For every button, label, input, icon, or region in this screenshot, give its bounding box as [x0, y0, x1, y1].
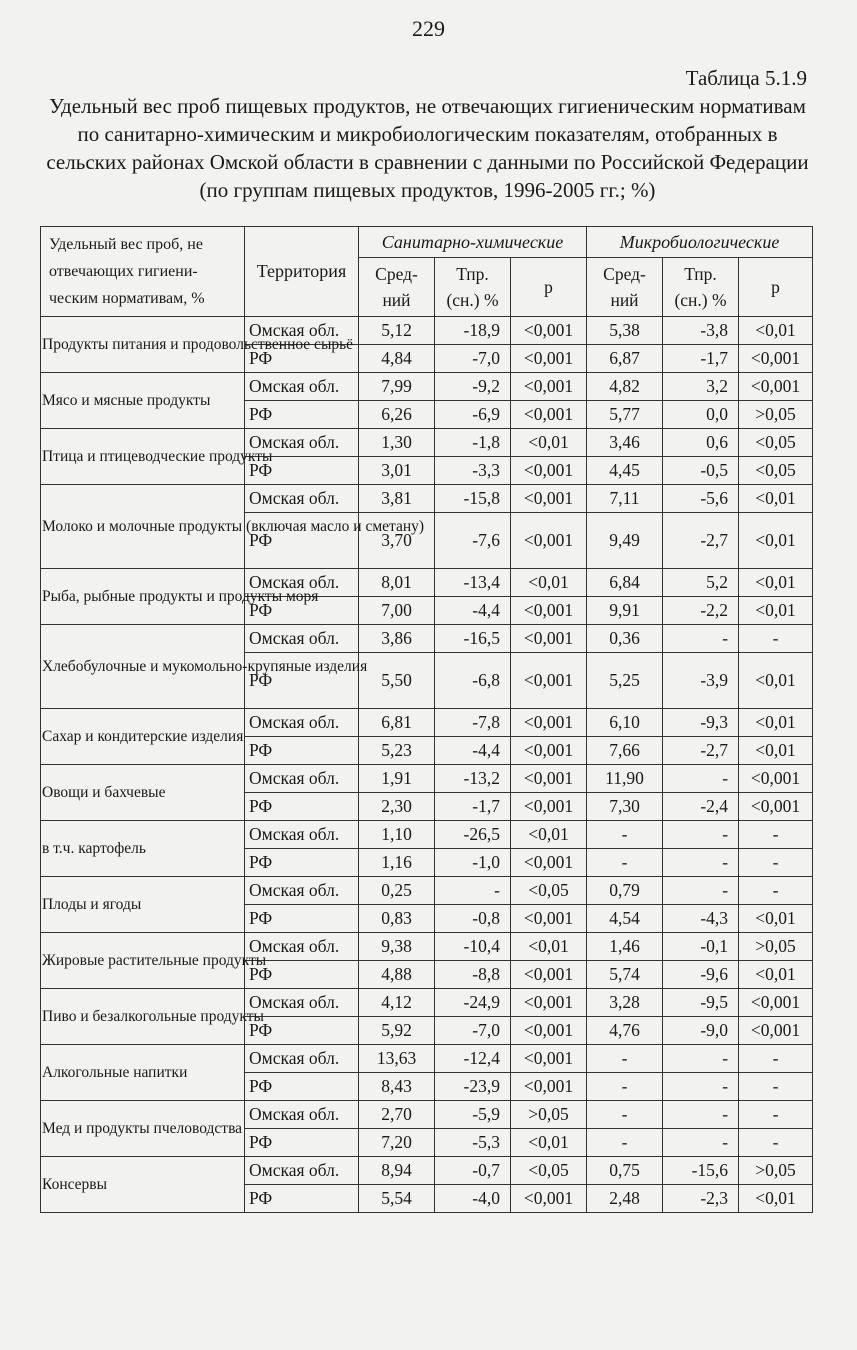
table-row: [41, 625, 813, 653]
value-cell-m-avg: 6,10: [587, 709, 663, 737]
value-cell-m-avg: -: [587, 1045, 663, 1073]
value-cell-m-tpr: -9,0: [663, 1017, 739, 1045]
territory-cell: Омская обл.: [245, 989, 359, 1017]
value-cell-m-tpr: -0,5: [663, 457, 739, 485]
table-row: [41, 765, 813, 793]
value-cell-m-p: <0,05: [739, 457, 813, 485]
value-cell-c-avg: 3,70: [359, 513, 435, 569]
product-group-cell: Сахар и кондитерские изделия: [41, 709, 245, 765]
value-cell-c-avg: 4,84: [359, 345, 435, 373]
value-cell-c-tpr: -16,5: [435, 625, 511, 653]
value-cell-c-p: <0,001: [511, 989, 587, 1017]
table-header: [41, 227, 813, 317]
value-cell-m-p: -: [739, 821, 813, 849]
value-cell-c-tpr: -23,9: [435, 1073, 511, 1101]
value-cell-c-p: <0,001: [511, 513, 587, 569]
territory-cell: Омская обл.: [245, 429, 359, 457]
value-cell-c-p: <0,001: [511, 793, 587, 821]
header-micro-p: р: [739, 258, 813, 317]
value-cell-c-p: <0,001: [511, 709, 587, 737]
product-group-cell: Консервы: [41, 1157, 245, 1213]
table-caption: Удельный вес проб пищевых продуктов, не отвечающих гигиеническим нормативам по санитарно-химическим и микробиологическим показателям, отобранных в сельских районах Омской области в сравнении с данными по Российской Федерации (по группам пищевых продуктов, 1996-2005 гг.; %): [46, 94, 809, 202]
value-cell-c-tpr: -7,0: [435, 1017, 511, 1045]
value-cell-c-avg: 1,16: [359, 849, 435, 877]
value-cell-m-p: <0,01: [739, 485, 813, 513]
value-cell-c-p: <0,001: [511, 317, 587, 345]
table-row: [41, 821, 813, 849]
product-group-cell: Пиво и безалкогольные продукты: [41, 989, 245, 1045]
table-row: [41, 877, 813, 905]
value-cell-c-avg: 8,01: [359, 569, 435, 597]
value-cell-m-p: -: [739, 877, 813, 905]
value-cell-c-p: <0,05: [511, 877, 587, 905]
value-cell-c-tpr: -15,8: [435, 485, 511, 513]
territory-cell: Омская обл.: [245, 821, 359, 849]
header-group-chemical: Санитарно-химические: [359, 227, 587, 258]
value-cell-c-avg: 7,00: [359, 597, 435, 625]
value-cell-m-avg: -: [587, 849, 663, 877]
value-cell-m-avg: 6,84: [587, 569, 663, 597]
value-cell-c-p: <0,01: [511, 821, 587, 849]
table-body: [41, 317, 813, 1213]
value-cell-c-p: <0,001: [511, 1185, 587, 1213]
header-chem-average: Сред-ний: [359, 258, 435, 317]
value-cell-c-avg: 5,92: [359, 1017, 435, 1045]
value-cell-m-tpr: -: [663, 821, 739, 849]
product-group-cell: Мед и продукты пчеловодства: [41, 1101, 245, 1157]
value-cell-c-tpr: -4,0: [435, 1185, 511, 1213]
value-cell-c-tpr: -5,3: [435, 1129, 511, 1157]
value-cell-c-tpr: -10,4: [435, 933, 511, 961]
value-cell-m-p: <0,01: [739, 569, 813, 597]
value-cell-c-avg: 0,25: [359, 877, 435, 905]
value-cell-m-avg: 9,91: [587, 597, 663, 625]
value-cell-m-tpr: -9,3: [663, 709, 739, 737]
value-cell-m-tpr: -0,1: [663, 933, 739, 961]
value-cell-c-tpr: -24,9: [435, 989, 511, 1017]
table-row: [41, 1101, 813, 1129]
value-cell-c-p: <0,001: [511, 597, 587, 625]
table-row: [41, 569, 813, 597]
table-row: [41, 373, 813, 401]
value-cell-m-avg: 5,38: [587, 317, 663, 345]
value-cell-m-avg: 4,54: [587, 905, 663, 933]
value-cell-c-avg: 5,12: [359, 317, 435, 345]
value-cell-c-avg: 8,94: [359, 1157, 435, 1185]
territory-cell: Омская обл.: [245, 317, 359, 345]
value-cell-c-p: <0,001: [511, 905, 587, 933]
value-cell-c-p: >0,05: [511, 1101, 587, 1129]
value-cell-m-p: <0,01: [739, 317, 813, 345]
value-cell-m-p: <0,001: [739, 1017, 813, 1045]
value-cell-m-avg: -: [587, 1129, 663, 1157]
territory-cell: Омская обл.: [245, 625, 359, 653]
value-cell-c-p: <0,001: [511, 345, 587, 373]
value-cell-m-p: <0,01: [739, 905, 813, 933]
value-cell-c-tpr: -6,8: [435, 653, 511, 709]
territory-cell: РФ: [245, 457, 359, 485]
value-cell-m-avg: 0,36: [587, 625, 663, 653]
value-cell-m-avg: 5,25: [587, 653, 663, 709]
value-cell-m-p: <0,01: [739, 513, 813, 569]
value-cell-m-p: <0,01: [739, 961, 813, 989]
value-cell-c-avg: 6,81: [359, 709, 435, 737]
value-cell-m-tpr: -3,9: [663, 653, 739, 709]
territory-cell: Омская обл.: [245, 569, 359, 597]
value-cell-m-tpr: -: [663, 765, 739, 793]
value-cell-c-avg: 5,23: [359, 737, 435, 765]
value-cell-m-avg: 4,76: [587, 1017, 663, 1045]
value-cell-c-tpr: -18,9: [435, 317, 511, 345]
product-group-cell: Продукты питания и продовольственное сырьё: [41, 317, 245, 373]
value-cell-m-p: -: [739, 625, 813, 653]
value-cell-c-avg: 3,81: [359, 485, 435, 513]
territory-cell: Омская обл.: [245, 373, 359, 401]
value-cell-c-tpr: -6,9: [435, 401, 511, 429]
product-group-cell: Рыба, рыбные продукты и продукты моря: [41, 569, 245, 625]
value-cell-m-tpr: -: [663, 849, 739, 877]
territory-cell: РФ: [245, 793, 359, 821]
value-cell-m-p: <0,01: [739, 597, 813, 625]
value-cell-m-tpr: -: [663, 1073, 739, 1101]
value-cell-m-avg: 3,28: [587, 989, 663, 1017]
value-cell-c-p: <0,01: [511, 1129, 587, 1157]
table-row: [41, 429, 813, 457]
value-cell-c-p: <0,001: [511, 373, 587, 401]
value-cell-m-avg: 2,48: [587, 1185, 663, 1213]
value-cell-m-avg: 7,11: [587, 485, 663, 513]
value-cell-m-avg: 5,74: [587, 961, 663, 989]
value-cell-c-avg: 3,86: [359, 625, 435, 653]
table-row: [41, 485, 813, 513]
value-cell-m-avg: 1,46: [587, 933, 663, 961]
value-cell-c-tpr: -: [435, 877, 511, 905]
territory-cell: РФ: [245, 737, 359, 765]
territory-cell: Омская обл.: [245, 1157, 359, 1185]
value-cell-m-avg: 3,46: [587, 429, 663, 457]
value-cell-m-avg: 0,75: [587, 1157, 663, 1185]
value-cell-c-tpr: -9,2: [435, 373, 511, 401]
value-cell-c-tpr: -7,6: [435, 513, 511, 569]
table-row: [41, 1157, 813, 1185]
value-cell-m-avg: 4,82: [587, 373, 663, 401]
value-cell-c-avg: 5,54: [359, 1185, 435, 1213]
value-cell-m-p: -: [739, 849, 813, 877]
value-cell-c-p: <0,001: [511, 1045, 587, 1073]
value-cell-m-avg: -: [587, 1073, 663, 1101]
product-group-cell: Молоко и молочные продукты (включая масло и сметану): [41, 485, 245, 569]
territory-cell: РФ: [245, 653, 359, 709]
value-cell-c-tpr: -1,0: [435, 849, 511, 877]
table-row: [41, 709, 813, 737]
territory-cell: РФ: [245, 1185, 359, 1213]
value-cell-m-p: >0,05: [739, 933, 813, 961]
value-cell-c-avg: 6,26: [359, 401, 435, 429]
value-cell-m-tpr: -: [663, 1045, 739, 1073]
territory-cell: РФ: [245, 1017, 359, 1045]
value-cell-m-tpr: 0,6: [663, 429, 739, 457]
value-cell-m-avg: 5,77: [587, 401, 663, 429]
value-cell-m-p: <0,05: [739, 429, 813, 457]
territory-cell: РФ: [245, 513, 359, 569]
value-cell-m-avg: 7,30: [587, 793, 663, 821]
value-cell-c-tpr: -13,4: [435, 569, 511, 597]
value-cell-m-tpr: -5,6: [663, 485, 739, 513]
value-cell-c-avg: 9,38: [359, 933, 435, 961]
value-cell-c-avg: 1,30: [359, 429, 435, 457]
value-cell-m-avg: 11,90: [587, 765, 663, 793]
value-cell-m-tpr: -: [663, 1129, 739, 1157]
value-cell-c-tpr: -5,9: [435, 1101, 511, 1129]
territory-cell: РФ: [245, 849, 359, 877]
value-cell-m-avg: -: [587, 1101, 663, 1129]
page-number: 229: [412, 16, 445, 41]
value-cell-c-p: <0,001: [511, 1073, 587, 1101]
value-cell-c-tpr: -8,8: [435, 961, 511, 989]
value-cell-m-tpr: -3,8: [663, 317, 739, 345]
header-territory: Территория: [245, 227, 359, 317]
territory-cell: РФ: [245, 1073, 359, 1101]
value-cell-c-avg: 7,20: [359, 1129, 435, 1157]
value-cell-c-avg: 5,50: [359, 653, 435, 709]
value-cell-c-tpr: -13,2: [435, 765, 511, 793]
value-cell-m-tpr: 3,2: [663, 373, 739, 401]
value-cell-m-tpr: 5,2: [663, 569, 739, 597]
value-cell-m-p: >0,05: [739, 401, 813, 429]
value-cell-m-tpr: -: [663, 625, 739, 653]
value-cell-c-p: <0,001: [511, 401, 587, 429]
value-cell-c-avg: 7,99: [359, 373, 435, 401]
value-cell-m-avg: 4,45: [587, 457, 663, 485]
value-cell-c-tpr: -7,8: [435, 709, 511, 737]
value-cell-c-p: <0,001: [511, 737, 587, 765]
value-cell-c-tpr: -26,5: [435, 821, 511, 849]
value-cell-c-p: <0,001: [511, 961, 587, 989]
value-cell-m-tpr: -9,5: [663, 989, 739, 1017]
territory-cell: РФ: [245, 401, 359, 429]
value-cell-m-p: -: [739, 1045, 813, 1073]
value-cell-m-avg: 6,87: [587, 345, 663, 373]
value-cell-c-p: <0,001: [511, 653, 587, 709]
value-cell-m-avg: 7,66: [587, 737, 663, 765]
value-cell-m-avg: 0,79: [587, 877, 663, 905]
value-cell-m-p: <0,001: [739, 989, 813, 1017]
value-cell-c-p: <0,01: [511, 429, 587, 457]
value-cell-m-p: <0,001: [739, 793, 813, 821]
territory-cell: Омская обл.: [245, 933, 359, 961]
value-cell-m-tpr: -9,6: [663, 961, 739, 989]
territory-cell: РФ: [245, 1129, 359, 1157]
header-chem-p: р: [511, 258, 587, 317]
territory-cell: РФ: [245, 345, 359, 373]
product-group-cell: Плоды и ягоды: [41, 877, 245, 933]
value-cell-m-tpr: -2,3: [663, 1185, 739, 1213]
value-cell-m-p: -: [739, 1101, 813, 1129]
value-cell-c-tpr: -0,8: [435, 905, 511, 933]
value-cell-m-tpr: 0,0: [663, 401, 739, 429]
header-micro-average: Сред-ний: [587, 258, 663, 317]
territory-cell: Омская обл.: [245, 1045, 359, 1073]
value-cell-c-avg: 0,83: [359, 905, 435, 933]
product-group-cell: Жировые растительные продукты: [41, 933, 245, 989]
value-cell-m-avg: -: [587, 821, 663, 849]
value-cell-m-p: >0,05: [739, 1157, 813, 1185]
value-cell-c-tpr: -1,7: [435, 793, 511, 821]
value-cell-c-tpr: -1,8: [435, 429, 511, 457]
value-cell-c-avg: 3,01: [359, 457, 435, 485]
value-cell-m-tpr: -2,4: [663, 793, 739, 821]
product-group-cell: Алкогольные напитки: [41, 1045, 245, 1101]
value-cell-m-p: -: [739, 1073, 813, 1101]
header-micro-tpr: Тпр. (сн.) %: [663, 258, 739, 317]
value-cell-m-tpr: -4,3: [663, 905, 739, 933]
value-cell-m-p: -: [739, 1129, 813, 1157]
territory-cell: Омская обл.: [245, 877, 359, 905]
value-cell-m-tpr: -2,7: [663, 737, 739, 765]
value-cell-m-tpr: -: [663, 1101, 739, 1129]
value-cell-m-p: <0,001: [739, 373, 813, 401]
table-row: [41, 1045, 813, 1073]
table-row: [41, 933, 813, 961]
value-cell-c-tpr: -4,4: [435, 597, 511, 625]
value-cell-c-p: <0,001: [511, 765, 587, 793]
territory-cell: Омская обл.: [245, 1101, 359, 1129]
value-cell-m-tpr: -: [663, 877, 739, 905]
value-cell-c-p: <0,001: [511, 1017, 587, 1045]
table-row: [41, 317, 813, 345]
value-cell-m-p: <0,001: [739, 345, 813, 373]
value-cell-c-tpr: -12,4: [435, 1045, 511, 1073]
product-group-cell: Овощи и бахчевые: [41, 765, 245, 821]
value-cell-c-tpr: -3,3: [435, 457, 511, 485]
territory-cell: РФ: [245, 961, 359, 989]
value-cell-c-avg: 4,88: [359, 961, 435, 989]
value-cell-c-p: <0,001: [511, 625, 587, 653]
value-cell-m-avg: 9,49: [587, 513, 663, 569]
value-cell-c-p: <0,001: [511, 485, 587, 513]
data-table: [40, 226, 813, 1213]
value-cell-c-tpr: -7,0: [435, 345, 511, 373]
product-group-cell: Мясо и мясные продукты: [41, 373, 245, 429]
value-cell-c-p: <0,01: [511, 569, 587, 597]
value-cell-c-tpr: -4,4: [435, 737, 511, 765]
value-cell-c-p: <0,001: [511, 457, 587, 485]
table-label: Таблица 5.1.9: [685, 66, 807, 90]
value-cell-c-avg: 4,12: [359, 989, 435, 1017]
value-cell-m-tpr: -15,6: [663, 1157, 739, 1185]
table-row: [41, 989, 813, 1017]
header-chem-tpr: Тпр. (сн.) %: [435, 258, 511, 317]
value-cell-m-p: <0,01: [739, 1185, 813, 1213]
value-cell-c-avg: 13,63: [359, 1045, 435, 1073]
value-cell-m-tpr: -2,7: [663, 513, 739, 569]
value-cell-c-tpr: -0,7: [435, 1157, 511, 1185]
value-cell-c-avg: 8,43: [359, 1073, 435, 1101]
territory-cell: РФ: [245, 905, 359, 933]
value-cell-m-p: <0,001: [739, 765, 813, 793]
product-group-cell: Хлебобулочные и мукомольно-крупяные изделия: [41, 625, 245, 709]
territory-cell: РФ: [245, 597, 359, 625]
value-cell-c-avg: 2,70: [359, 1101, 435, 1129]
value-cell-m-tpr: -2,2: [663, 597, 739, 625]
value-cell-c-p: <0,01: [511, 933, 587, 961]
product-group-cell: в т.ч. картофель: [41, 821, 245, 877]
value-cell-m-tpr: -1,7: [663, 345, 739, 373]
territory-cell: Омская обл.: [245, 709, 359, 737]
value-cell-m-p: <0,01: [739, 653, 813, 709]
value-cell-c-avg: 1,10: [359, 821, 435, 849]
value-cell-m-p: <0,01: [739, 737, 813, 765]
header-main: Удельный вес проб, не отвечающих гигиени-ческим нормативам, %: [41, 227, 245, 317]
value-cell-c-p: <0,001: [511, 849, 587, 877]
value-cell-c-avg: 1,91: [359, 765, 435, 793]
value-cell-c-p: <0,05: [511, 1157, 587, 1185]
territory-cell: Омская обл.: [245, 765, 359, 793]
value-cell-m-p: <0,01: [739, 709, 813, 737]
territory-cell: Омская обл.: [245, 485, 359, 513]
value-cell-c-avg: 2,30: [359, 793, 435, 821]
header-group-microbiological: Микробиологические: [587, 227, 813, 258]
product-group-cell: Птица и птицеводческие продукты: [41, 429, 245, 485]
